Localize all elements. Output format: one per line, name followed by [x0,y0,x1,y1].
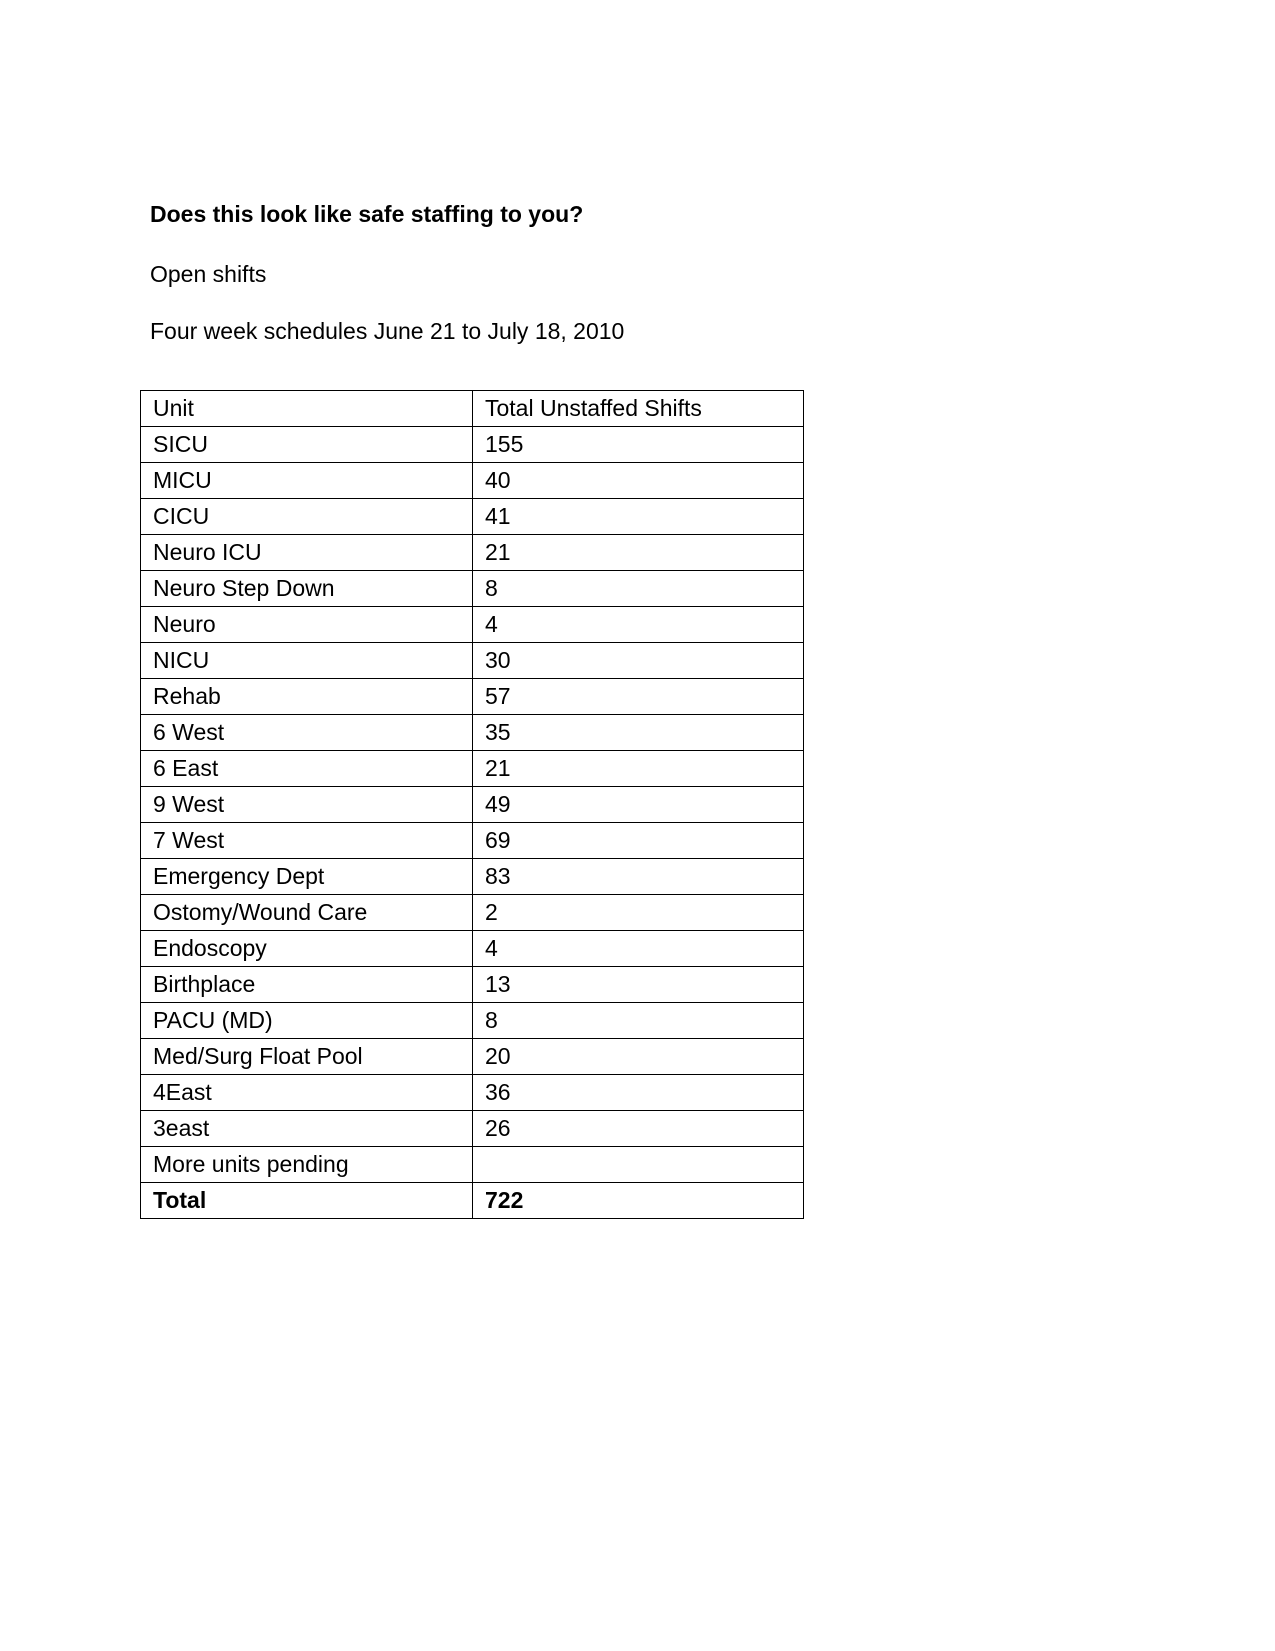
unit-cell: 3east [141,1111,473,1147]
shifts-cell: 8 [473,1003,804,1039]
table-header-row [141,391,804,427]
shifts-cell: 21 [473,751,804,787]
unit-cell: Med/Surg Float Pool [141,1039,473,1075]
table-row [141,751,804,787]
shifts-cell: 8 [473,571,804,607]
unit-cell: Birthplace [141,967,473,1003]
shifts-cell: 41 [473,499,804,535]
unit-cell: Neuro [141,607,473,643]
unit-cell: CICU [141,499,473,535]
shifts-cell: 69 [473,823,804,859]
shifts-cell: 35 [473,715,804,751]
unit-cell: 4East [141,1075,473,1111]
unit-cell: SICU [141,427,473,463]
unit-cell: 6 West [141,715,473,751]
subtitle-open-shifts: Open shifts [150,261,267,287]
shifts-cell: 30 [473,643,804,679]
shifts-column-header: Total Unstaffed Shifts [473,391,804,427]
table-row [141,1003,804,1039]
shifts-cell [473,1147,804,1183]
shifts-cell: 40 [473,463,804,499]
unit-column-header: Unit [141,391,473,427]
shifts-cell: 20 [473,1039,804,1075]
unit-cell: MICU [141,463,473,499]
table-row [141,1147,804,1183]
table-row [141,895,804,931]
shifts-cell: 21 [473,535,804,571]
shifts-cell: 13 [473,967,804,1003]
total-row [141,1183,804,1219]
page-title: Does this look like safe staffing to you? [150,201,584,227]
unit-cell: 6 East [141,751,473,787]
table-body [141,427,804,1183]
table-row [141,859,804,895]
table-row [141,535,804,571]
table-row [141,823,804,859]
shifts-cell: 26 [473,1111,804,1147]
shifts-cell: 49 [473,787,804,823]
unit-cell: Endoscopy [141,931,473,967]
unit-cell: Ostomy/Wound Care [141,895,473,931]
unit-cell: Rehab [141,679,473,715]
shifts-cell: 4 [473,931,804,967]
table-row [141,427,804,463]
total-label-cell: Total [141,1183,473,1219]
table-row [141,787,804,823]
unit-cell: More units pending [141,1147,473,1183]
unstaffed-shifts-table [140,390,804,1219]
table-row [141,571,804,607]
table-row [141,607,804,643]
table-row [141,967,804,1003]
unit-cell: Neuro ICU [141,535,473,571]
shifts-cell: 36 [473,1075,804,1111]
table-row [141,1039,804,1075]
unit-cell: 7 West [141,823,473,859]
unit-cell: NICU [141,643,473,679]
shifts-cell: 57 [473,679,804,715]
shifts-cell: 2 [473,895,804,931]
unit-cell: PACU (MD) [141,1003,473,1039]
shifts-cell: 4 [473,607,804,643]
table-row [141,1111,804,1147]
table-row [141,931,804,967]
table-row [141,643,804,679]
unit-cell: Emergency Dept [141,859,473,895]
table-row [141,499,804,535]
shifts-cell: 83 [473,859,804,895]
total-value-cell: 722 [473,1183,804,1219]
table-row [141,715,804,751]
table-row [141,679,804,715]
unit-cell: Neuro Step Down [141,571,473,607]
table-row [141,463,804,499]
schedule-caption: Four week schedules June 21 to July 18, 2010 [150,318,625,344]
table-row [141,1075,804,1111]
shifts-cell: 155 [473,427,804,463]
unit-cell: 9 West [141,787,473,823]
